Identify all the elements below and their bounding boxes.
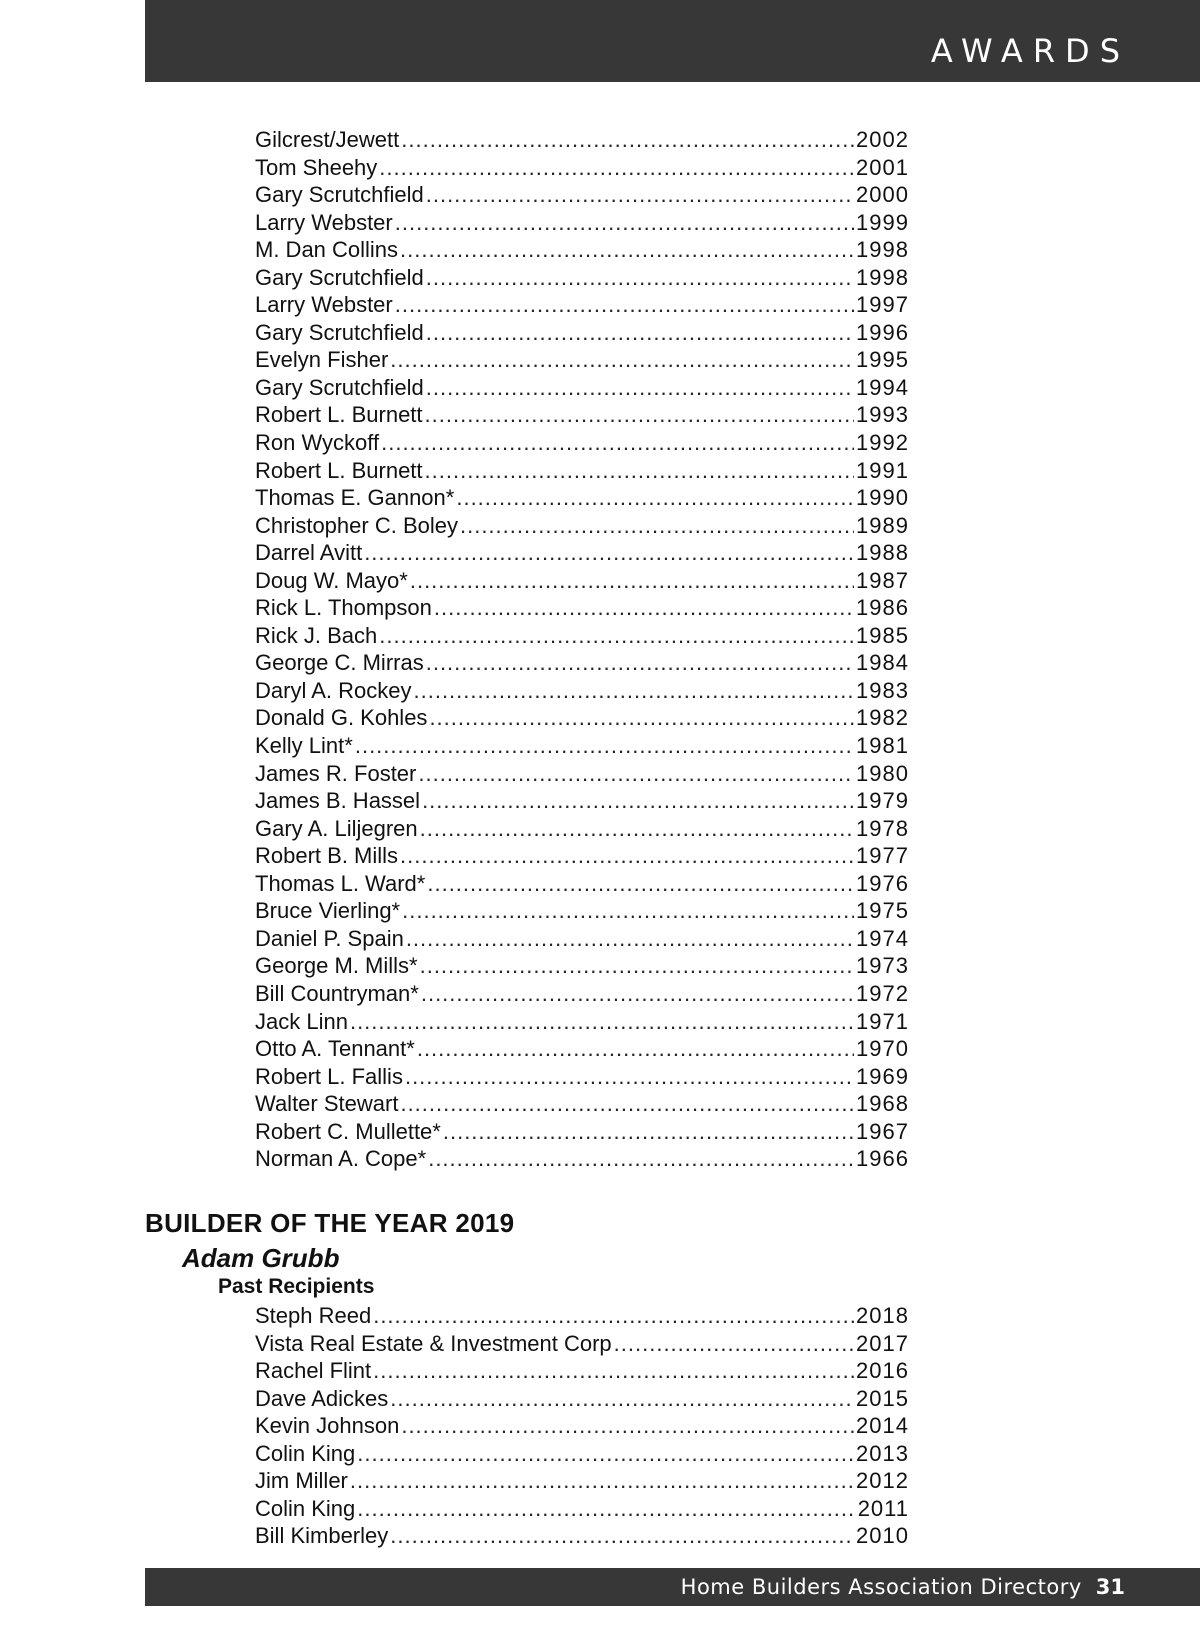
recipient-name: Daniel P. Spain [255, 925, 404, 951]
recipient-name: Donald G. Kohles [255, 705, 428, 731]
award-year: 1968 [856, 1091, 909, 1117]
dot-leader [434, 594, 854, 622]
award-year: 2002 [856, 127, 909, 152]
award-year: 2017 [856, 1330, 909, 1356]
recipient-name: Gary Scrutchfield [255, 182, 424, 208]
dot-leader [379, 154, 854, 182]
recipient-name: Evelyn Fisher [255, 347, 389, 373]
award-year: 1994 [856, 374, 909, 400]
list-item [255, 291, 909, 319]
recipient-name: Kevin Johnson [255, 1413, 400, 1439]
award-year: 1973 [856, 953, 909, 979]
recipient-name: Bruce Vierling* [255, 898, 401, 924]
dot-leader [460, 512, 854, 540]
recipient-name: Robert L. Burnett [255, 402, 423, 428]
recipient-name: Gary A. Liljegren [255, 815, 418, 841]
dot-leader [400, 1090, 854, 1118]
award-year: 1982 [856, 705, 909, 731]
award-year: 1975 [856, 898, 909, 924]
award-year: 1978 [856, 815, 909, 841]
list-item [255, 1145, 909, 1173]
dot-leader [426, 319, 854, 347]
list-item [255, 567, 909, 595]
award-year: 2010 [856, 1523, 909, 1549]
award-year: 1969 [856, 1063, 909, 1089]
recipient-name: Colin King [255, 1440, 356, 1466]
award-year: 1980 [856, 760, 909, 786]
award-year: 2012 [856, 1468, 909, 1494]
recipient-name: Daryl A. Rockey [255, 677, 412, 703]
award-year: 1997 [856, 292, 909, 318]
dot-leader [426, 264, 854, 292]
award-year: 1967 [856, 1118, 909, 1144]
recipient-name: Steph Reed [255, 1303, 372, 1328]
award-recipients-list [255, 126, 909, 1173]
list-item [255, 1035, 909, 1063]
recipient-name: Larry Webster [255, 292, 393, 318]
award-year: 1998 [856, 264, 909, 290]
award-year: 1966 [856, 1146, 909, 1172]
recipient-name: Bill Countryman* [255, 980, 419, 1006]
recipient-name: Colin King [255, 1495, 356, 1521]
list-item [255, 760, 909, 788]
dot-leader [421, 980, 854, 1008]
list-item [255, 429, 909, 457]
recipient-name: Gary Scrutchfield [255, 374, 424, 400]
list-item [255, 1090, 909, 1118]
recipient-name: Thomas L. Ward* [255, 870, 426, 896]
award-year: 1979 [856, 788, 909, 814]
list-item [255, 870, 909, 898]
dot-leader [395, 209, 854, 237]
award-year: 1987 [856, 567, 909, 593]
builder-past-recipients-list [255, 1302, 909, 1550]
dot-leader [364, 539, 854, 567]
dot-leader [355, 732, 854, 760]
award-year: 1992 [856, 430, 909, 456]
list-item [255, 1118, 909, 1146]
award-year: 1984 [856, 650, 909, 676]
dot-leader [425, 401, 855, 429]
dot-leader [357, 1495, 855, 1523]
dot-leader [426, 649, 854, 677]
award-year: 1985 [856, 622, 909, 648]
recipient-name: Ron Wyckoff [255, 430, 380, 456]
list-item [255, 704, 909, 732]
dot-leader [428, 1145, 854, 1173]
dot-leader [427, 870, 854, 898]
list-item [255, 925, 909, 953]
dot-leader [373, 1357, 854, 1385]
list-item [255, 209, 909, 237]
list-item [255, 374, 909, 402]
list-item [255, 319, 909, 347]
award-year: 2014 [856, 1413, 909, 1439]
dot-leader [373, 1302, 854, 1330]
award-year: 1989 [856, 512, 909, 538]
award-year: 1981 [856, 733, 909, 759]
list-item [255, 1302, 909, 1330]
dot-leader [401, 126, 854, 154]
award-year: 1970 [856, 1036, 909, 1062]
dot-leader [395, 291, 854, 319]
recipient-name: George C. Mirras [255, 650, 424, 676]
recipient-name: Robert B. Mills [255, 843, 399, 869]
dot-leader [405, 1063, 854, 1091]
award-year: 1990 [856, 485, 909, 511]
dot-leader [414, 677, 855, 705]
dot-leader [406, 925, 854, 953]
dot-leader [443, 1118, 854, 1146]
recipient-name: Larry Webster [255, 209, 393, 235]
recipient-name: Kelly Lint* [255, 733, 353, 759]
recipient-name: Tom Sheehy [255, 154, 378, 180]
header-bar [145, 0, 1200, 82]
award-year: 2018 [856, 1303, 909, 1328]
award-year: 1971 [856, 1008, 909, 1034]
footer-bar [145, 1568, 1200, 1606]
dot-leader [410, 567, 854, 595]
dot-leader [420, 815, 854, 843]
dot-leader [422, 787, 854, 815]
list-item [255, 649, 909, 677]
list-item [255, 594, 909, 622]
list-item [255, 1063, 909, 1091]
award-year: 1976 [856, 870, 909, 896]
dot-leader [417, 1035, 854, 1063]
dot-leader [400, 842, 854, 870]
recipient-name: M. Dan Collins [255, 237, 399, 263]
footer-directory-name: Home Builders Association Directory [680, 1575, 1082, 1599]
list-item [255, 897, 909, 925]
award-year: 1996 [856, 319, 909, 345]
list-item [255, 980, 909, 1008]
list-item [255, 236, 909, 264]
dot-leader [390, 1522, 854, 1550]
recipient-name: Gary Scrutchfield [255, 264, 424, 290]
list-item [255, 842, 909, 870]
award-year: 1974 [856, 925, 909, 951]
recipient-name: Rick L. Thompson [255, 595, 432, 621]
recipient-name: Rick J. Bach [255, 622, 378, 648]
award-year: 2013 [856, 1440, 909, 1466]
recipient-name: Jim Miller [255, 1468, 348, 1494]
dot-leader [426, 181, 854, 209]
list-item [255, 457, 909, 485]
recipient-name: Robert L. Fallis [255, 1063, 403, 1089]
list-item [255, 815, 909, 843]
list-item [255, 622, 909, 650]
dot-leader [402, 897, 854, 925]
dot-leader [401, 1412, 854, 1440]
recipient-name: Robert L. Burnett [255, 457, 423, 483]
recipient-name: Rachel Flint [255, 1358, 372, 1384]
dot-leader [390, 346, 854, 374]
list-item [255, 539, 909, 567]
builder-of-year-title: BUILDER OF THE YEAR 2019 [145, 1208, 515, 1238]
recipient-name: Gilcrest/Jewett [255, 127, 400, 152]
section-header-title: AWARDS [930, 32, 1130, 70]
list-item [255, 1330, 909, 1358]
recipient-name: George M. Mills* [255, 953, 418, 979]
award-year: 2000 [856, 182, 909, 208]
list-item [255, 181, 909, 209]
dot-leader [381, 429, 854, 457]
dot-leader [350, 1467, 854, 1495]
dot-leader [420, 952, 854, 980]
recipient-name: Christopher C. Boley [255, 512, 458, 538]
list-item [255, 952, 909, 980]
award-year: 1988 [856, 540, 909, 566]
footer-label [681, 1575, 1125, 1599]
award-year: 1993 [856, 402, 909, 428]
list-item [255, 1357, 909, 1385]
award-year: 1977 [856, 843, 909, 869]
list-item [255, 732, 909, 760]
list-item [255, 126, 909, 154]
list-item [255, 1385, 909, 1413]
list-item [255, 677, 909, 705]
award-year: 2001 [856, 154, 909, 180]
dot-leader [357, 1440, 854, 1468]
award-year: 2016 [856, 1358, 909, 1384]
list-item [255, 346, 909, 374]
recipient-name: Robert C. Mullette* [255, 1118, 441, 1144]
recipient-name: Walter Stewart [255, 1091, 399, 1117]
list-item [255, 264, 909, 292]
list-item [255, 401, 909, 429]
list-item [255, 154, 909, 182]
recipient-name: Norman A. Cope* [255, 1146, 427, 1172]
dot-leader [390, 1385, 854, 1413]
dot-leader [426, 374, 854, 402]
dot-leader [614, 1330, 854, 1358]
dot-leader [350, 1008, 854, 1036]
list-item [255, 1495, 909, 1523]
builder-of-year-winner: Adam Grubb [182, 1243, 340, 1273]
recipient-name: James B. Hassel [255, 788, 421, 814]
dot-leader [400, 236, 854, 264]
list-item [255, 484, 909, 512]
list-item [255, 512, 909, 540]
award-year: 2011 [857, 1495, 909, 1521]
recipient-name: Otto A. Tennant* [255, 1036, 415, 1062]
dot-leader [429, 704, 854, 732]
recipient-name: Vista Real Estate & Investment Corp [255, 1330, 612, 1356]
recipient-name: James R. Foster [255, 760, 417, 786]
dot-leader [425, 457, 855, 485]
list-item [255, 1440, 909, 1468]
list-item [255, 787, 909, 815]
page-number: 31 [1095, 1575, 1125, 1599]
list-item [255, 1412, 909, 1440]
award-year: 1972 [856, 980, 909, 1006]
recipient-name: Gary Scrutchfield [255, 319, 424, 345]
award-year: 2015 [856, 1385, 909, 1411]
list-item [255, 1467, 909, 1495]
award-year: 1983 [856, 677, 909, 703]
list-item [255, 1522, 909, 1550]
award-year: 1991 [856, 457, 909, 483]
recipient-name: Thomas E. Gannon* [255, 485, 455, 511]
recipient-name: Dave Adickes [255, 1385, 389, 1411]
list-item [255, 1008, 909, 1036]
recipient-name: Doug W. Mayo* [255, 567, 408, 593]
dot-leader [456, 484, 854, 512]
award-year: 1999 [856, 209, 909, 235]
recipient-name: Darrel Avitt [255, 540, 363, 566]
recipient-name: Jack Linn [255, 1008, 348, 1034]
past-recipients-label: Past Recipients [218, 1275, 375, 1298]
award-year: 1998 [856, 237, 909, 263]
award-year: 1995 [856, 347, 909, 373]
recipient-name: Bill Kimberley [255, 1523, 389, 1549]
dot-leader [418, 760, 854, 788]
dot-leader [379, 622, 854, 650]
award-year: 1986 [856, 595, 909, 621]
